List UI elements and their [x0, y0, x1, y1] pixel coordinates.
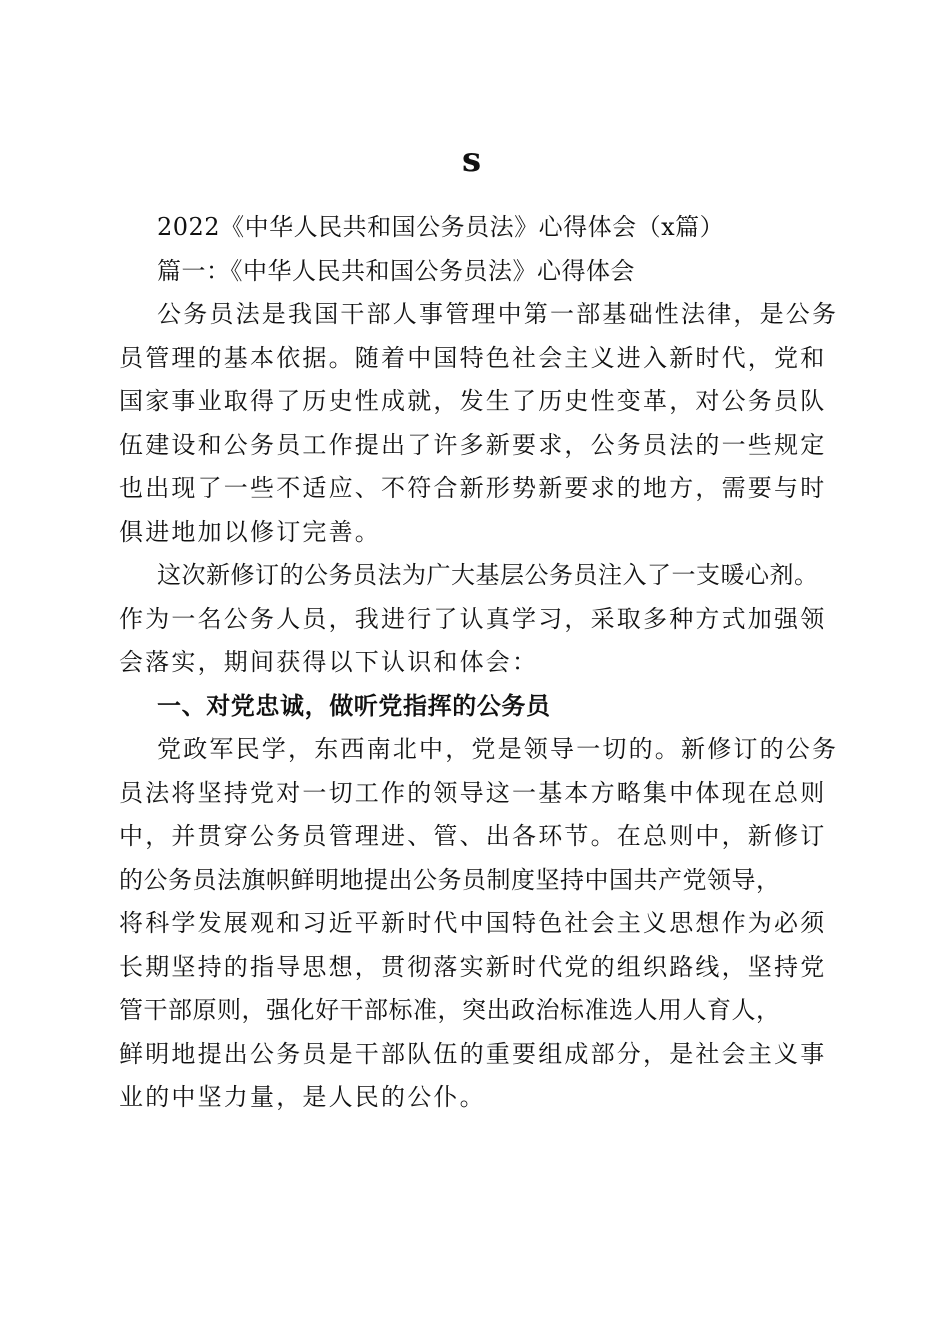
- paragraph-1: [119, 293, 839, 554]
- paragraph-line: 俱进地加以修订完善。: [119, 517, 381, 546]
- document-title: 2022《中华人民共和国公务员法》心得体会（x篇）: [157, 213, 725, 241]
- document-body: [119, 206, 839, 1120]
- document-subtitle: 篇一：《中华人民共和国公务员法》心得体会: [157, 256, 635, 285]
- paragraph-line: 作为一名公务人员，我进行了认真学习，采取多种方式加强领: [119, 604, 827, 633]
- paragraph-line: 会落实，期间获得以下认识和体会：: [119, 648, 539, 676]
- paragraph-line: 伍建设和公务员工作提出了许多新要求，公务员法的一些规定: [119, 430, 827, 459]
- section-heading: 一、对党忠诚，做听党指挥的公务员: [157, 691, 551, 720]
- paragraph-3: [119, 728, 839, 1120]
- paragraph-line: 业的中坚力量，是人民的公仆。: [119, 1083, 486, 1111]
- paragraph-line: 也出现了一些不适应、不符合新形势新要求的地方，需要与时: [119, 474, 827, 502]
- paragraph-line: 中，并贯穿公务员管理进、管、出各环节。在总则中，新修订: [119, 822, 827, 850]
- paragraph-line: 员管理的基本依据。随着中国特色社会主义进入新时代，党和: [119, 343, 827, 372]
- paragraph-line: 长期坚持的指导思想，贯彻落实新时代党的组织路线，坚持党: [119, 952, 827, 981]
- paragraph-line: 将科学发展观和习近平新时代中国特色社会主义思想作为必须: [119, 909, 827, 937]
- page-mark: s: [462, 140, 482, 180]
- paragraph-line: 管干部原则，强化好干部标准，突出政治标准选人用人育人，: [119, 996, 781, 1024]
- paragraph-line: 员法将坚持党对一切工作的领导这一基本方略集中体现在总则: [119, 778, 827, 807]
- paragraph-line: 鲜明地提出公务员是干部队伍的重要组成部分，是社会主义事: [119, 1039, 827, 1068]
- paragraph-line: 这次新修订的公务员法为广大基层公务员注入了一支暖心剂。: [157, 561, 819, 589]
- paragraph-2: [119, 554, 831, 685]
- paragraph-line: 的公务员法旗帜鲜明地提出公务员制度坚持中国共产党领导，: [119, 865, 781, 894]
- paragraph-line: 公务员法是我国干部人事管理中第一部基础性法律，是公务: [157, 300, 839, 328]
- paragraph-line: 党政军民学，东西南北中，党是领导一切的。新修订的公务: [157, 735, 839, 763]
- paragraph-line: 国家事业取得了历史性成就，发生了历史性变革，对公务员队: [119, 387, 827, 415]
